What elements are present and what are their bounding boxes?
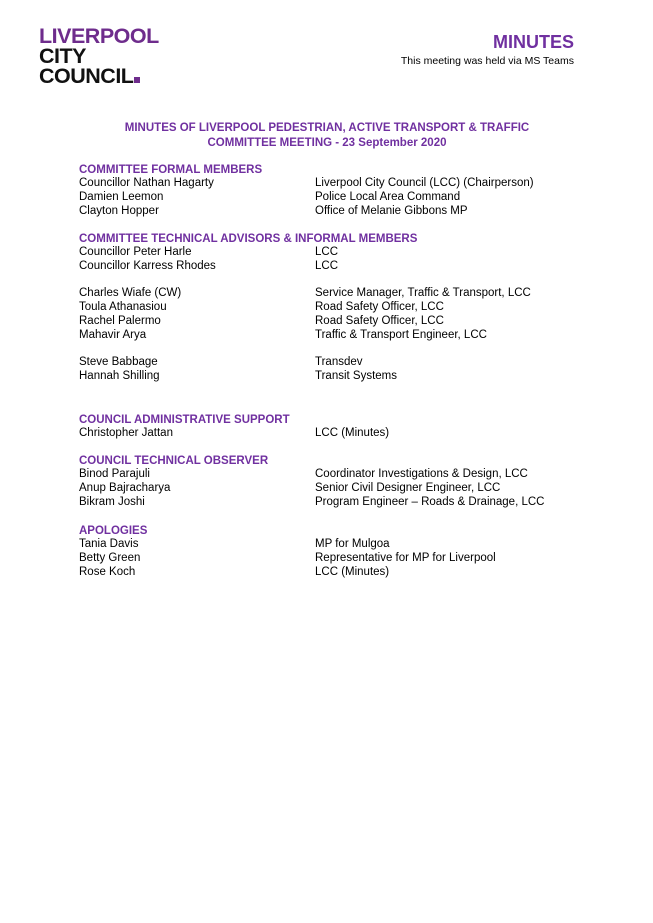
member-name: Councillor Karress Rhodes — [79, 259, 216, 272]
member-row — [79, 566, 599, 580]
logo-line-3 — [39, 66, 189, 86]
member-role: Police Local Area Command — [315, 190, 461, 203]
member-role: LCC — [315, 259, 339, 272]
member-name: Councillor Nathan Hagarty — [79, 177, 214, 189]
meeting-note: This meeting was held via MS Teams — [400, 55, 574, 67]
member-name: Binod Parajuli — [79, 468, 150, 480]
section-technical-advisors — [79, 232, 599, 384]
member-role: Transit Systems — [315, 370, 398, 383]
member-role: Traffic & Transport Engineer, LCC — [315, 328, 487, 341]
section-heading: APOLOGIES — [79, 525, 148, 537]
member-name: Mahavir Arya — [79, 328, 147, 341]
member-name: Steve Babbage — [79, 356, 158, 369]
member-role: Coordinator Investigations & Design, LCC — [315, 468, 528, 480]
council-logo — [39, 26, 189, 86]
section-admin-support — [79, 413, 599, 441]
member-row — [79, 370, 599, 384]
member-row — [79, 552, 599, 566]
section-formal-members — [79, 163, 599, 218]
member-row — [79, 468, 599, 482]
member-name: Christopher Jattan — [79, 427, 173, 439]
member-role: Service Manager, Traffic & Transport, LCC — [315, 287, 531, 300]
section-heading: COMMITTEE TECHNICAL ADVISORS & INFORMAL MEMBERS — [79, 233, 418, 245]
member-row — [79, 287, 599, 301]
doc-title: MINUTES — [493, 32, 574, 52]
page-title-line-1: MINUTES OF LIVERPOOL PEDESTRIAN, ACTIVE TRANSPORT & TRAFFIC — [124, 122, 530, 134]
logo-line-3-text: COUNCIL — [39, 64, 134, 88]
section-technical-observer — [79, 454, 599, 509]
member-row — [79, 496, 599, 510]
member-name: Charles Wiafe (CW) — [79, 287, 182, 300]
member-name: Rose Koch — [79, 565, 136, 578]
member-role: Transdev — [315, 356, 363, 369]
member-row — [79, 246, 599, 260]
member-row — [79, 315, 599, 329]
page-title — [80, 121, 574, 151]
member-role: Office of Melanie Gibbons MP — [315, 204, 468, 217]
logo-line-1: LIVERPOOL — [39, 24, 159, 48]
member-row — [79, 191, 599, 205]
member-role: LCC (Minutes) — [315, 427, 390, 439]
section-heading: COMMITTEE FORMAL MEMBERS — [79, 164, 263, 176]
section-apologies — [79, 524, 599, 579]
member-role: LCC — [315, 246, 339, 258]
logo-line-2: CITY — [39, 44, 86, 68]
member-row — [79, 329, 599, 343]
member-row — [79, 177, 599, 191]
member-role: MP for Mulgoa — [315, 538, 390, 550]
member-name: Councillor Peter Harle — [79, 246, 192, 258]
member-name: Damien Leemon — [79, 190, 164, 203]
member-name: Betty Green — [79, 551, 141, 564]
member-row — [79, 260, 599, 274]
logo-dot-icon — [134, 77, 140, 83]
member-name: Tania Davis — [79, 538, 139, 550]
member-name: Clayton Hopper — [79, 204, 159, 217]
member-name: Hannah Shilling — [79, 370, 160, 383]
member-row — [79, 301, 599, 315]
page-title-line-2: COMMITTEE MEETING - 23 September 2020 — [207, 137, 447, 149]
member-row — [79, 482, 599, 496]
member-row — [79, 356, 599, 370]
member-name: Bikram Joshi — [79, 495, 145, 508]
member-role: Representative for MP for Liverpool — [315, 551, 496, 564]
member-name: Rachel Palermo — [79, 314, 161, 327]
member-role: Program Engineer – Roads & Drainage, LCC — [315, 495, 545, 508]
member-role: Road Safety Officer, LCC — [315, 301, 444, 314]
member-role: Liverpool City Council (LCC) (Chairperson) — [315, 177, 534, 189]
member-row — [79, 538, 599, 552]
member-name: Anup Bajracharya — [79, 481, 171, 494]
member-row — [79, 427, 599, 441]
member-role: Road Safety Officer, LCC — [315, 314, 444, 327]
member-role: LCC (Minutes) — [315, 565, 390, 578]
section-heading: COUNCIL ADMINISTRATIVE SUPPORT — [79, 414, 290, 426]
member-role: Senior Civil Designer Engineer, LCC — [315, 481, 501, 494]
member-name: Toula Athanasiou — [79, 301, 167, 314]
member-row — [79, 205, 599, 219]
section-heading: COUNCIL TECHNICAL OBSERVER — [79, 455, 269, 467]
